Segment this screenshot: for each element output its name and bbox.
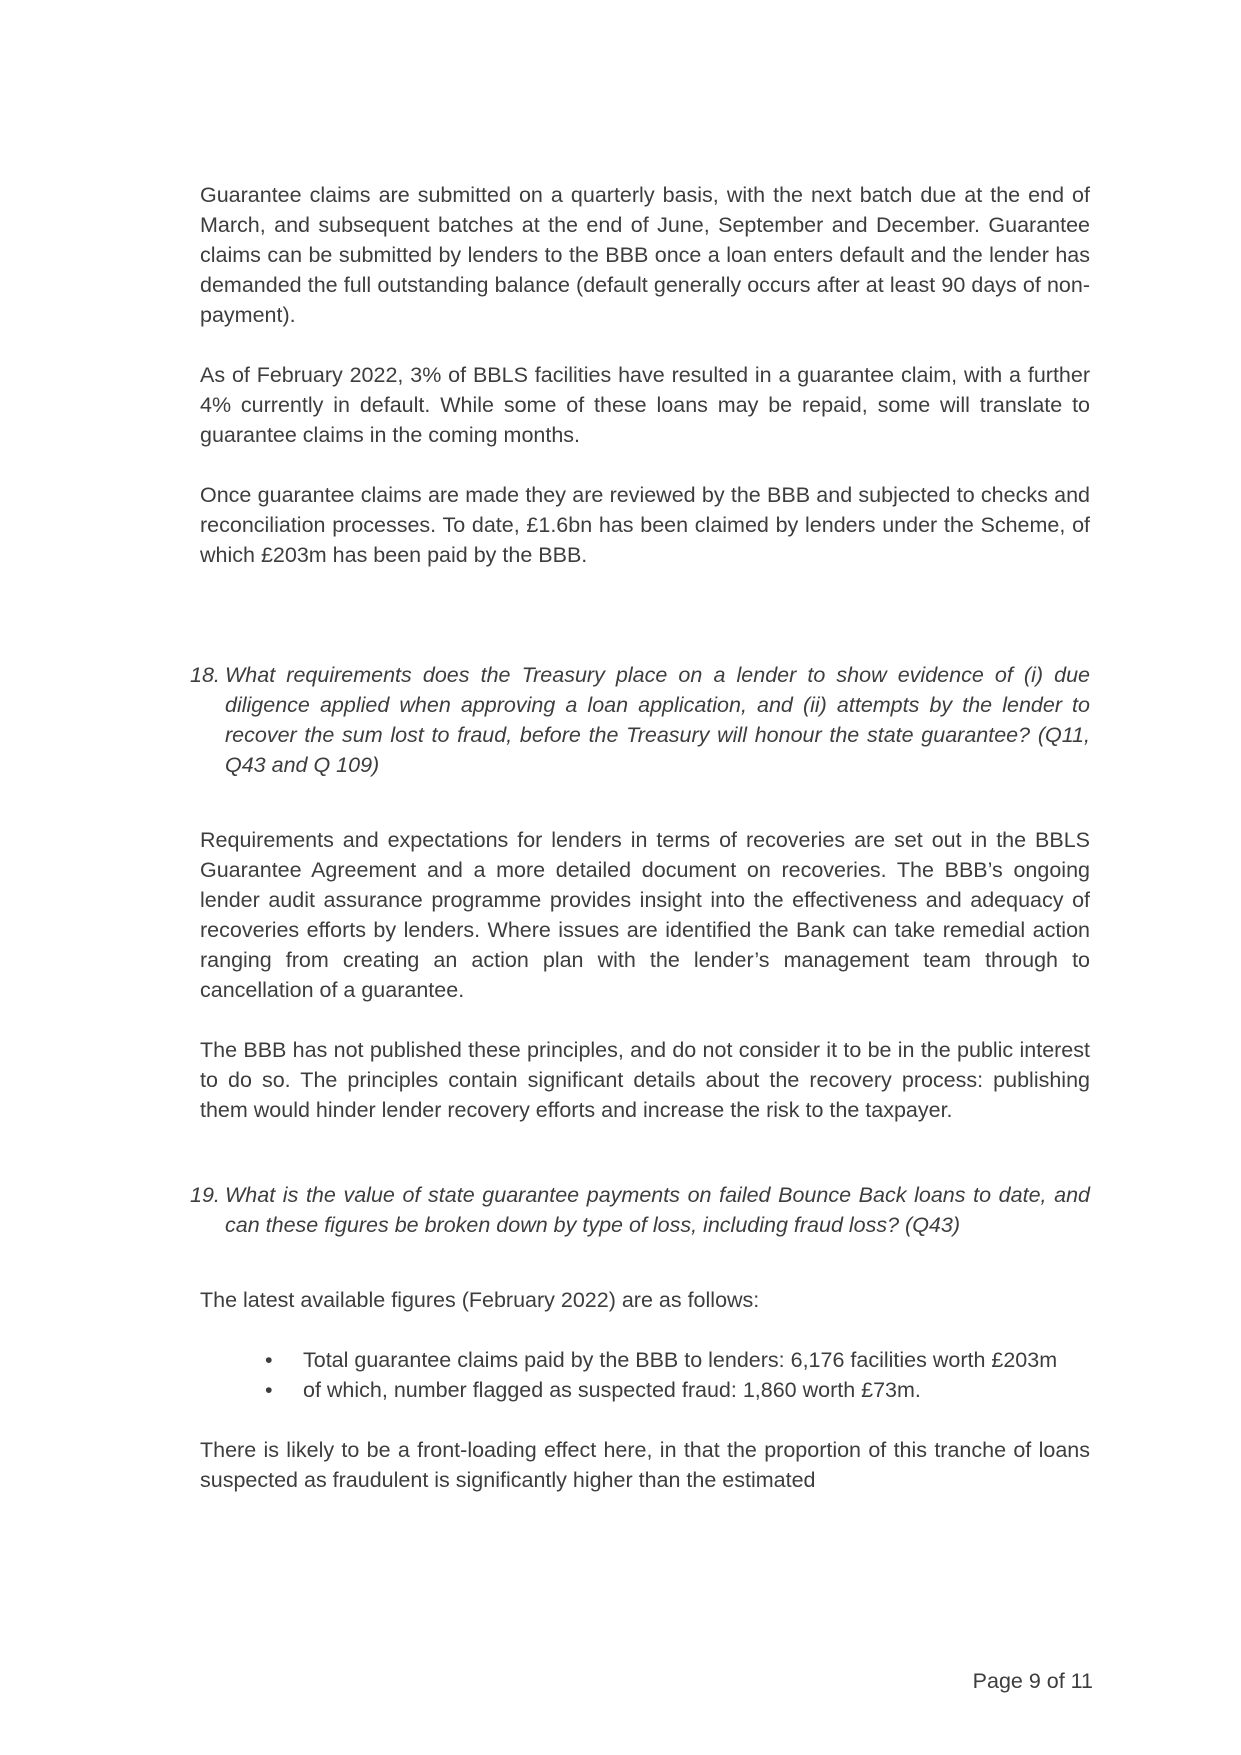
body-paragraph: Requirements and expectations for lenders in terms of recoveries are set out in the BBLS Guarantee Agreement and a more detailed document on recoveries. The BBB’s ongoing lender audit assurance programme provides insight into the effectiveness and adequacy of recoveries efforts by lenders. Where issues are identified the Bank can take remedial action ranging from creating an action plan with the lender’s management team through to cancellation of a guarantee. [200,828,1090,1002]
body-paragraph: There is likely to be a front-loading effect here, in that the proportion of this tranche of loans suspected as fraudulent is significantly higher than the estimated [200,1438,1090,1492]
list-item [200,1375,1090,1405]
question-18 [190,660,1090,780]
bullet-text: Total guarantee claims paid by the BBB to lenders: 6,176 facilities worth £203m [303,1348,1058,1372]
bullet-text: of which, number flagged as suspected fraud: 1,860 worth £73m. [303,1378,921,1402]
bullet-icon: • [265,1378,273,1402]
question-text: What is the value of state guarantee payments on failed Bounce Back loans to date, and can these figures be broken down by type of loss, including fraud loss? (Q43) [225,1183,1090,1237]
body-paragraph: The BBB has not published these principles, and do not consider it to be in the public interest to do so. The principles contain significant details about the recovery process: publishing them would hinder lender recovery efforts and increase the risk to the taxpayer. [200,1038,1090,1122]
body-paragraph: The latest available figures (February 2022) are as follows: [200,1288,760,1312]
question-19 [190,1180,1090,1240]
body-paragraph: Once guarantee claims are made they are reviewed by the BBB and subjected to checks and reconciliation processes. To date, £1.6bn has been claimed by lenders under the Scheme, of which £203m has been paid by the BBB. [200,483,1090,567]
bullet-icon: • [265,1348,273,1372]
body-paragraph: Guarantee claims are submitted on a quarterly basis, with the next batch due at the end of March, and subsequent batches at the end of June, September and December. Guarantee claims can be submitted by lenders to the BBB once a loan enters default and the lender has demanded the full outstanding balance (default generally occurs after at least 90 days of non-payment). [200,183,1090,327]
body-paragraph: As of February 2022, 3% of BBLS facilities have resulted in a guarantee claim, with a further 4% currently in default. While some of these loans may be repaid, some will translate to guarantee claims in the coming months. [200,363,1090,447]
list-item [200,1345,1090,1375]
question-number: 18. [190,663,220,687]
question-number: 19. [190,1183,220,1207]
page-number: Page 9 of 11 [972,1669,1093,1693]
page-content [190,180,1090,1525]
bullet-list [200,1345,1090,1405]
question-text: What requirements does the Treasury place on a lender to show evidence of (i) due diligence applied when approving a loan application, and (ii) attempts by the lender to recover the sum lost to fraud, before the Treasury will honour the state guarantee? (Q11, Q43 and Q 109) [225,663,1090,777]
